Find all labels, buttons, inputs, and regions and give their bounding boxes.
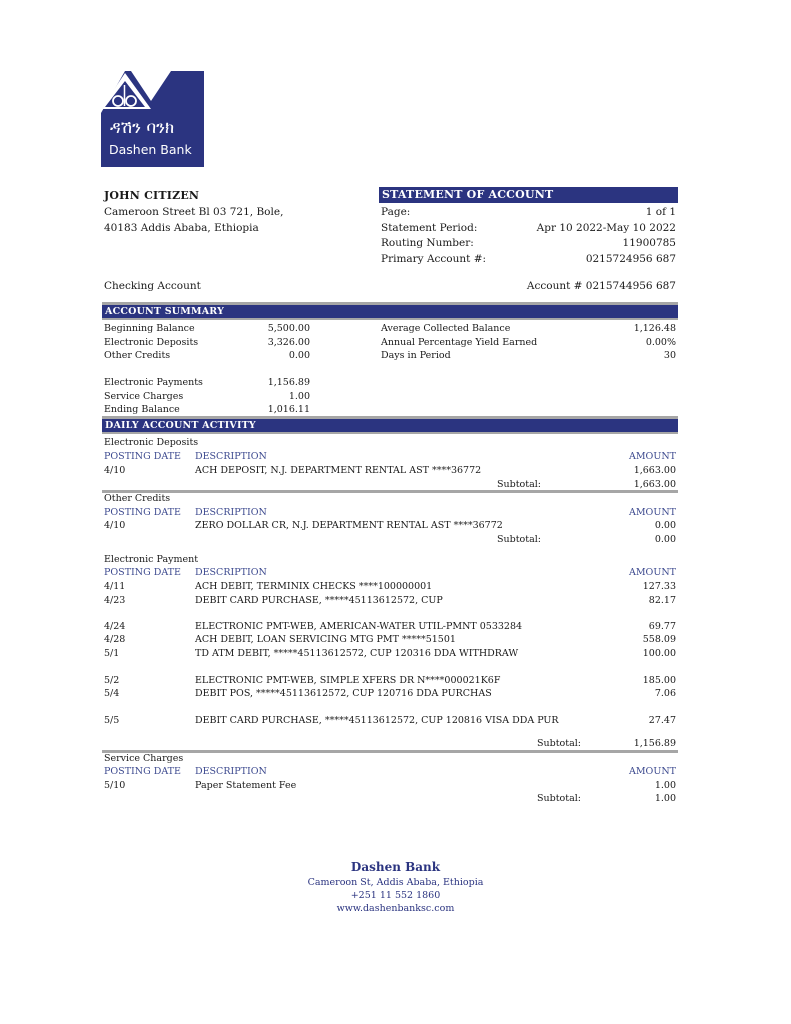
transaction-date: 5/10: [104, 780, 126, 791]
transaction-date: 5/4: [104, 688, 120, 699]
summary-value: 1.00: [288, 391, 310, 402]
transaction-description: ZERO DOLLAR CR, N.J. DEPARTMENT RENTAL AST ****36772: [195, 520, 503, 531]
account-type: Checking Account: [104, 280, 201, 292]
column-posting-date: POSTING DATE: [104, 567, 181, 578]
summary-value: 5,500.00: [267, 323, 310, 334]
transaction-date: 4/28: [104, 634, 126, 645]
summary-value: 1,126.48: [633, 323, 676, 334]
subtotal-value: 1,156.89: [633, 738, 676, 749]
transaction-description: DEBIT CARD PURCHASE, *****45113612572, CUP 120816 VISA DDA PUR: [195, 715, 559, 726]
transaction-row: [104, 648, 676, 661]
bank-logo: [101, 71, 204, 167]
transaction-row: [104, 581, 676, 594]
column-amount: AMOUNT: [628, 507, 676, 518]
summary-value: 0.00%: [645, 337, 676, 348]
transaction-amount: 69.77: [648, 621, 676, 632]
summary-label: Other Credits: [104, 350, 171, 361]
footer-address: Cameroon St, Addis Ababa, Ethiopia: [307, 877, 484, 888]
column-description: DESCRIPTION: [195, 507, 267, 518]
transaction-date: 4/24: [104, 621, 126, 632]
subtotal-label: Subtotal:: [497, 534, 541, 545]
subtotal-label: Subtotal:: [537, 793, 581, 804]
column-posting-date: POSTING DATE: [104, 451, 181, 462]
transaction-row: [104, 634, 676, 647]
transaction-date: 5/5: [104, 715, 120, 726]
statement-value: 11900785: [622, 237, 676, 249]
statement-row-primary-account: [381, 253, 676, 269]
transaction-amount: 100.00: [642, 648, 676, 659]
summary-row: [104, 350, 310, 364]
summary-value: 1,156.89: [267, 377, 310, 388]
transaction-row: [104, 621, 676, 634]
summary-value: 1,016.11: [267, 404, 310, 415]
transaction-date: 4/23: [104, 595, 126, 606]
transaction-amount: 82.17: [648, 595, 676, 606]
summary-label: Average Collected Balance: [381, 323, 511, 334]
transaction-description: ACH DEPOSIT, N.J. DEPARTMENT RENTAL AST ****36772: [195, 465, 482, 476]
transaction-description: ELECTRONIC PMT-WEB, AMERICAN-WATER UTIL-PMNT 0533284: [195, 621, 523, 632]
category-electronic-payment: Electronic Payment: [104, 554, 199, 565]
transaction-description: ELECTRONIC PMT-WEB, SIMPLE XFERS DR N****000021K6F: [195, 675, 501, 686]
footer-website[interactable]: www.dashenbanksc.com: [336, 903, 455, 914]
subtotal-value: 1.00: [654, 793, 676, 804]
account-number: Account # 0215744956 687: [526, 280, 676, 292]
category-electronic-deposits: Electronic Deposits: [104, 437, 199, 448]
column-description: DESCRIPTION: [195, 451, 267, 462]
category-other-credits: Other Credits: [104, 493, 171, 504]
account-summary-header: ACCOUNT SUMMARY: [102, 302, 678, 320]
transaction-amount: 7.06: [654, 688, 676, 699]
svg-text:ዳሽን ባንክ: ዳሽን ባንክ: [110, 118, 175, 138]
transaction-amount: 558.09: [642, 634, 676, 645]
column-headers: [104, 567, 676, 580]
summary-row: [104, 323, 310, 337]
section-divider: [102, 490, 678, 493]
summary-label: Days in Period: [381, 350, 451, 361]
column-description: DESCRIPTION: [195, 567, 267, 578]
summary-row: [381, 323, 676, 337]
statement-label: Page:: [381, 206, 411, 218]
column-posting-date: POSTING DATE: [104, 507, 181, 518]
subtotal-row: [104, 534, 676, 547]
transaction-row: [104, 780, 676, 793]
statement-row-page: [381, 206, 676, 222]
footer-bank-name: Dashen Bank: [350, 860, 441, 874]
statement-label: Primary Account #:: [381, 253, 487, 265]
statement-value: 1 of 1: [645, 206, 676, 218]
statement-row-routing: [381, 237, 676, 253]
transaction-row: [104, 520, 676, 533]
summary-value: 30: [663, 350, 676, 361]
section-divider: [102, 750, 678, 753]
summary-label: Service Charges: [104, 391, 184, 402]
transaction-amount: 127.33: [642, 581, 676, 592]
transaction-amount: 1,663.00: [633, 465, 676, 476]
svg-text:Dashen Bank: Dashen Bank: [109, 142, 192, 157]
subtotal-value: 1,663.00: [633, 479, 676, 490]
transaction-amount: 185.00: [642, 675, 676, 686]
column-headers: [104, 766, 676, 779]
summary-row: [104, 391, 310, 405]
summary-value: 0.00: [288, 350, 310, 361]
column-headers: [104, 451, 676, 464]
category-service-charges: Service Charges: [104, 753, 184, 764]
statement-label: Statement Period:: [381, 222, 478, 234]
summary-label: Electronic Deposits: [104, 337, 199, 348]
customer-address-line2: 40183 Addis Ababa, Ethiopia: [104, 222, 259, 234]
column-posting-date: POSTING DATE: [104, 766, 181, 777]
subtotal-label: Subtotal:: [497, 479, 541, 490]
column-headers: [104, 507, 676, 520]
subtotal-value: 0.00: [654, 534, 676, 545]
transaction-description: DEBIT POS, *****45113612572, CUP 120716 DDA PURCHAS: [195, 688, 492, 699]
transaction-description: ACH DEBIT, TERMINIX CHECKS ****100000001: [195, 581, 433, 592]
transaction-description: ACH DEBIT, LOAN SERVICING MTG PMT *****51501: [195, 634, 456, 645]
summary-label: Annual Percentage Yield Earned: [381, 337, 538, 348]
transaction-date: 4/10: [104, 520, 126, 531]
customer-address-line1: Cameroon Street Bl 03 721, Bole,: [104, 206, 284, 218]
transaction-date: 5/2: [104, 675, 120, 686]
transaction-description: TD ATM DEBIT, *****45113612572, CUP 120316 DDA WITHDRAW: [195, 648, 519, 659]
transaction-description: DEBIT CARD PURCHASE, *****45113612572, CUP: [195, 595, 443, 606]
dashen-logo-icon: [101, 71, 204, 167]
summary-value: 3,326.00: [267, 337, 310, 348]
footer-phone: +251 11 552 1860: [350, 890, 441, 901]
summary-row: [381, 350, 676, 364]
summary-row: [104, 377, 310, 391]
transaction-row: [104, 688, 676, 701]
column-description: DESCRIPTION: [195, 766, 267, 777]
statement-value: 0215724956 687: [585, 253, 676, 265]
summary-label: Ending Balance: [104, 404, 180, 415]
transaction-amount: 1.00: [654, 780, 676, 791]
transaction-row: [104, 595, 676, 608]
transaction-row: [104, 715, 676, 728]
transaction-amount: 0.00: [654, 520, 676, 531]
summary-row: [381, 337, 676, 351]
transaction-amount: 27.47: [648, 715, 676, 726]
statement-value: Apr 10 2022-May 10 2022: [536, 222, 676, 234]
subtotal-row: [104, 793, 676, 806]
column-amount: AMOUNT: [628, 766, 676, 777]
column-amount: AMOUNT: [628, 451, 676, 462]
transaction-description: Paper Statement Fee: [195, 780, 297, 791]
transaction-date: 5/1: [104, 648, 120, 659]
summary-row: [104, 337, 310, 351]
daily-activity-header: DAILY ACCOUNT ACTIVITY: [102, 416, 678, 434]
statement-row-period: [381, 222, 676, 238]
transaction-date: 4/10: [104, 465, 126, 476]
customer-name: JOHN CITIZEN: [104, 189, 200, 202]
column-amount: AMOUNT: [628, 567, 676, 578]
statement-title: STATEMENT OF ACCOUNT: [379, 187, 678, 203]
transaction-date: 4/11: [104, 581, 126, 592]
summary-label: Electronic Payments: [104, 377, 203, 388]
subtotal-label: Subtotal:: [537, 738, 581, 749]
transaction-row: [104, 675, 676, 688]
statement-label: Routing Number:: [381, 237, 474, 249]
transaction-row: [104, 465, 676, 478]
summary-label: Beginning Balance: [104, 323, 195, 334]
